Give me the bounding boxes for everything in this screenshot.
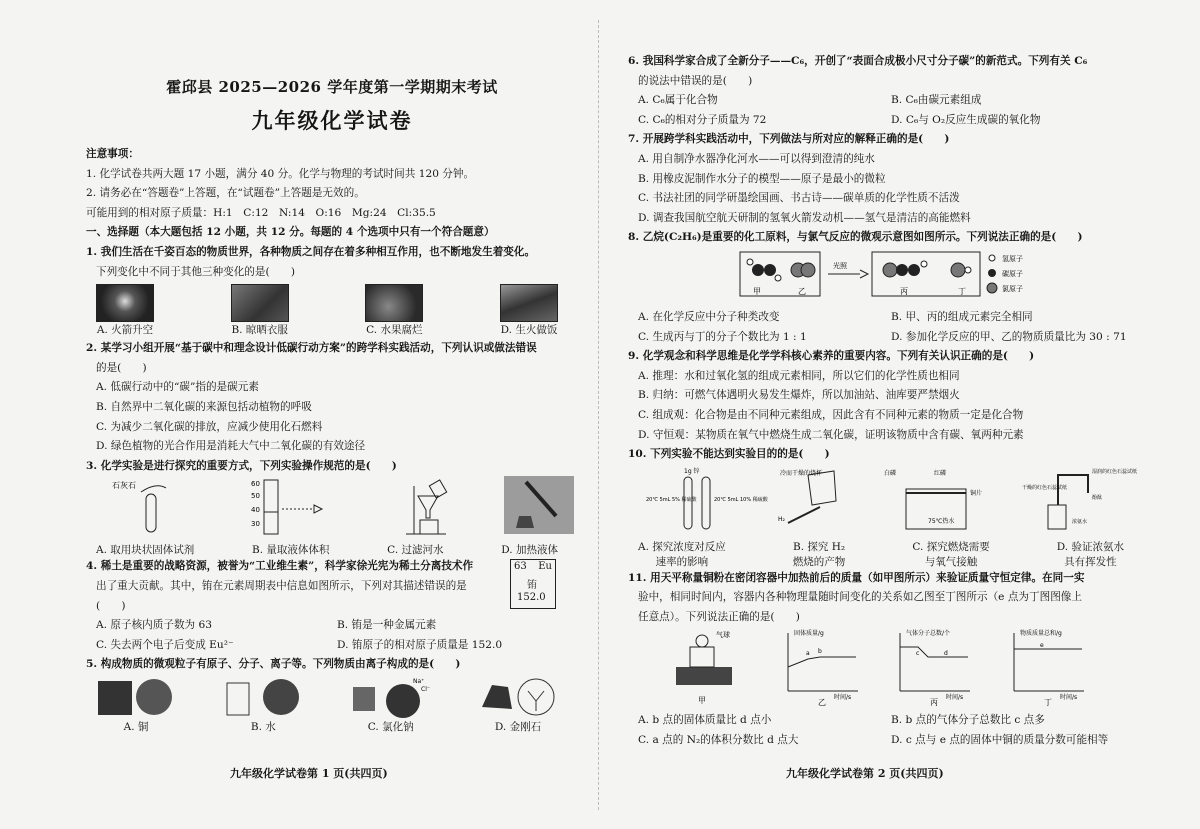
question-3 (86, 457, 578, 558)
q8-option-d[interactable]: D. 参加化学反应的甲、乙的物质质量比为 30 : 71 (891, 330, 1127, 343)
q10-option-c[interactable]: C. 探究燃烧需要 与氧气接触 (912, 540, 990, 568)
q4-option-c[interactable]: C. 失去两个电子后变成 Eu²⁻ (96, 638, 234, 651)
water-figure (223, 677, 303, 719)
q3-option-b[interactable]: B. 量取液体体积 (252, 544, 330, 557)
q4-options-row-2 (86, 636, 578, 656)
svg-text:d: d (944, 650, 948, 658)
q11-option-c[interactable]: C. a 点的 N₂的体积分数比 d 点大 (638, 734, 799, 747)
q5-option-a[interactable]: A. 铜 (96, 677, 176, 734)
q1-option-a[interactable]: A. 火箭升空 (96, 284, 154, 337)
q11-options-row-2 (628, 731, 1144, 751)
svg-text:20℃ 5mL 5% 稀硫酸: 20℃ 5mL 5% 稀硫酸 (646, 496, 697, 503)
q3-options (96, 542, 558, 557)
q10-option-a[interactable]: A. 探究浓度对反应 速率的影响 (638, 540, 726, 568)
q11-stem-3: 任意点）。下列说法正确的是( ) (638, 610, 800, 623)
q5-option-d[interactable]: D. 金刚石 (478, 677, 558, 734)
svg-text:e: e (1040, 642, 1044, 650)
q3-option-c[interactable]: C. 过滤河水 (387, 544, 444, 557)
q1-option-b[interactable]: B. 晾晒衣服 (231, 284, 289, 337)
svg-text:光照: 光照 (833, 261, 847, 270)
q11-stem-2: 验中，相同时间内，容器内各种物理量随时间变化的关系如乙图至丁图所示（e 点为丁图图像上 (638, 591, 1082, 604)
q7-option-d[interactable]: D. 调查我国航空航天研制的氢氧火箭发动机——氢气是清洁的高能燃料 (638, 211, 971, 224)
svg-text:红磷: 红磷 (934, 469, 947, 477)
q2-option-d[interactable]: D. 绿色植物的光合作用是消耗大气中二氧化碳的有效途径 (96, 440, 366, 453)
svg-text:冷而干燥的烧杯: 冷而干燥的烧杯 (780, 469, 823, 477)
rotten-fruit-photo (365, 284, 423, 322)
page-1-footer: 九年级化学试卷第 1 页(共四页) (230, 767, 388, 780)
q10-stem: 10. 下列实验不能达到实验目的的是( ) (628, 448, 830, 461)
q2-option-a[interactable]: A. 低碳行动中的“碳”指的是碳元素 (96, 381, 259, 394)
question-1 (86, 243, 578, 337)
rocket-photo (96, 284, 154, 322)
q11-stem-1: 11. 用天平称量铜粉在密闭容器中加热前后的质量（如甲图所示）来验证质量守恒定律。在同一实 (628, 571, 1085, 584)
q4-stem-2: 出了重大贡献。其中，铕在元素周期表中信息如图所示，下列对其描述错误的是 (96, 579, 467, 592)
q6-option-a[interactable]: A. C₆属于化合物 (638, 94, 718, 107)
copper-figure (96, 677, 176, 719)
heating-liquid-figure (504, 476, 574, 534)
q10-options (638, 539, 1124, 569)
svg-text:丁: 丁 (1044, 698, 1052, 708)
svg-text:石灰石: 石灰石 (112, 481, 136, 491)
question-10 (628, 445, 1144, 569)
sodium-chloride-figure (351, 677, 431, 719)
q11-graphs (628, 627, 1148, 707)
q11-option-b[interactable]: B. b 点的气体分子总数比 c 点多 (891, 714, 1045, 727)
svg-text:时间/s: 时间/s (946, 694, 964, 702)
q8-options-row-2 (628, 328, 1144, 348)
svg-text:气体分子总数/个: 气体分子总数/个 (906, 630, 951, 638)
q4-stem-3: ( ) (96, 599, 126, 612)
q7-option-c[interactable]: C. 书法社团的同学研墨绘国画、书古诗——碳单质的化学性质不活泼 (638, 192, 960, 205)
notice-heading: 注意事项： (86, 148, 139, 160)
svg-text:甲: 甲 (753, 286, 761, 296)
hydrogen-combustion-experiment (778, 469, 836, 523)
q1-stem-1: 1. 我们生活在千姿百态的物质世界，各种物质之间存在着多种相互作用，也不断地发生着变化。 (86, 245, 536, 258)
svg-text:时间/s: 时间/s (1060, 694, 1078, 702)
svg-text:H₂: H₂ (778, 515, 785, 523)
notice-1: 1. 化学试卷共两大题 17 小题，满分 40 分。化学与物理的考试时间共 120 分钟。 (86, 167, 475, 180)
exam-title: 霍邱县 2025—2026 学年度第一学期期末考试 (166, 78, 498, 96)
q3-option-d[interactable]: D. 加热液体 (501, 544, 558, 557)
q8-option-b[interactable]: B. 甲、丙的组成元素完全相同 (891, 310, 1033, 323)
question-7 (628, 130, 1144, 228)
cooking-fire-photo (500, 284, 558, 322)
svg-text:氯原子: 氯原子 (1002, 284, 1023, 293)
q6-options-row-1 (628, 91, 1144, 111)
q10-experiment-figures (628, 465, 1148, 535)
q1-option-c[interactable]: C. 水果腐烂 (365, 284, 423, 337)
q6-option-d[interactable]: D. C₆与 O₂反应生成碳的氧化物 (891, 113, 1041, 126)
q5-images (96, 677, 558, 734)
svg-text:乙: 乙 (818, 698, 826, 708)
q8-stem: 8. 乙烷(C₂H₆)是重要的化工原料，与氯气反应的微观示意图如图所示。下列说法正确的是( ) (628, 231, 1083, 244)
diamond-figure (478, 677, 558, 719)
element-card-europium: 63 Eu 铕 152.0 (510, 559, 556, 609)
svg-text:酚酞: 酚酞 (1092, 494, 1103, 501)
q4-option-b[interactable]: B. 铕是一种金属元素 (337, 619, 437, 632)
paper-title: 九年级化学试卷 (251, 108, 413, 133)
q6-option-c[interactable]: C. C₆的相对分子质量为 72 (638, 113, 767, 126)
q5-option-c[interactable]: Na⁺ Cl⁻ C. 氯化钠 (351, 677, 431, 734)
svg-text:乙: 乙 (798, 286, 806, 296)
svg-text:c: c (916, 650, 920, 658)
q6-stem-1: 6. 我国科学家合成了全新分子——C₆，开创了“表面合成极小尺寸分子碳”的新范式。下列有关 C₆ (628, 55, 1088, 67)
ammonia-volatility-experiment (1022, 468, 1137, 529)
graph-gas-molecules (900, 629, 970, 707)
svg-text:40: 40 (251, 506, 260, 515)
q2-option-b[interactable]: B. 自然界中二氧化碳的来源包括动植物的呼吸 (96, 400, 312, 413)
q9-option-b[interactable]: B. 归纳：可燃气体遇明火易发生爆炸，所以加油站、油库要严禁烟火 (638, 389, 960, 402)
question-9 (628, 347, 1144, 445)
svg-text:氢原子: 氢原子 (1002, 254, 1023, 263)
q11-option-a[interactable]: A. b 点的固体质量比 d 点小 (638, 714, 772, 727)
question-4 (86, 557, 578, 655)
question-6 (628, 52, 1144, 130)
q2-option-c[interactable]: C. 为减少二氧化碳的排放，应减少使用化石燃料 (96, 420, 323, 433)
q7-option-a[interactable]: A. 用自制净水器净化河水——可以得到澄清的纯水 (638, 152, 875, 165)
q2-stem-2: 的是( ) (96, 361, 147, 374)
svg-text:Na⁺: Na⁺ (412, 677, 424, 685)
q4-options-row-1 (86, 616, 578, 636)
graduated-cylinder-figure (251, 480, 322, 534)
solid-reagent-figure (112, 480, 166, 532)
svg-text:a: a (806, 650, 810, 658)
q1-stem-2: 下列变化中不同于其他三种变化的是( ) (96, 265, 295, 278)
graph-solid-mass (788, 629, 858, 707)
svg-text:甲: 甲 (698, 696, 706, 706)
q10-option-b[interactable]: B. 探究 H₂ 燃烧的产物 (792, 540, 846, 568)
svg-text:50: 50 (251, 492, 260, 501)
q4-option-a[interactable]: A. 原子核内质子数为 63 (96, 619, 212, 632)
svg-text:白磷: 白磷 (884, 469, 897, 477)
notice-2: 2. 请务必在“答题卷”上答题，在“试题卷”上答题是无效的。 (86, 187, 365, 200)
q4-stem-1: 4. 稀土是重要的战略资源，被誉为“工业维生素”，科学家徐光宪为稀土分离技术作 (86, 560, 474, 573)
svg-text:b: b (818, 648, 822, 656)
q3-stem: 3. 化学实验是进行探究的重要方式，下列实验操作规范的是( ) (86, 459, 397, 472)
q5-stem: 5. 构成物质的微观粒子有原子、分子、离子等。下列物质由离子构成的是( ) (86, 658, 461, 671)
q8-option-a[interactable]: A. 在化学反应中分子种类改变 (638, 310, 780, 323)
svg-text:1g 锌: 1g 锌 (684, 467, 700, 475)
q2-stem-1: 2. 某学习小组开展“基于碳中和理念设计低碳行动方案”的跨学科实践活动，下列认识或做法错误 (86, 342, 537, 355)
page-2-footer: 九年级化学试卷第 2 页(共四页) (786, 767, 944, 780)
q1-option-d[interactable]: D. 生火做饭 (500, 284, 558, 337)
q8-option-c[interactable]: C. 生成丙与丁的分子个数比为 1 : 1 (638, 330, 807, 343)
svg-text:30: 30 (251, 520, 260, 529)
laundry-photo (231, 284, 289, 322)
q6-option-b[interactable]: B. C₆由碳元素组成 (891, 94, 982, 107)
svg-text:丁: 丁 (958, 286, 966, 296)
q1-images (96, 284, 558, 337)
svg-text:Cl⁻: Cl⁻ (420, 685, 430, 693)
q3-figures (86, 476, 576, 538)
q8-reaction-diagram (628, 248, 1148, 304)
svg-text:60: 60 (251, 480, 260, 489)
q6-options-row-2 (628, 111, 1144, 131)
q5-option-b[interactable]: B. 水 (223, 677, 303, 734)
question-11 (628, 569, 1144, 751)
q4-option-d[interactable]: D. 铕原子的相对原子质量是 152.0 (337, 638, 503, 651)
svg-text:碳原子: 碳原子 (1002, 269, 1023, 278)
combustion-conditions-experiment (884, 469, 982, 529)
question-2 (86, 339, 578, 457)
question-8 (628, 228, 1144, 347)
concentration-experiment (646, 467, 769, 529)
balance-figure (676, 630, 732, 705)
q9-option-c[interactable]: C. 组成观：化合物是由不同种元素组成，因此含有不同种元素的物质一定是化合物 (638, 408, 1024, 421)
q9-stem: 9. 化学观念和科学思维是化学学科核心素养的重要内容。下列有关认识正确的是( ) (628, 350, 1035, 363)
svg-text:75℃热水: 75℃热水 (928, 517, 955, 525)
q8-options-row-1 (628, 308, 1144, 328)
q9-option-a[interactable]: A. 推理：水和过氧化氢的组成元素相同，所以它们的化学性质也相同 (638, 369, 960, 382)
svg-text:丙: 丙 (900, 286, 908, 296)
question-5 (86, 655, 578, 734)
section-1-heading: 一、选择题（本大题包括 12 小题，共 12 分。每题的 4 个选项中只有一个符合题意） (86, 226, 495, 239)
svg-text:固体质量/g: 固体质量/g (794, 630, 824, 638)
svg-text:气球: 气球 (716, 631, 730, 640)
svg-text:20℃ 5mL 10% 稀硫酸: 20℃ 5mL 10% 稀硫酸 (714, 496, 768, 503)
q10-option-d[interactable]: D. 验证浓氨水 具有挥发性 (1056, 540, 1124, 568)
atomic-masses: 可能用到的相对原子质量：H:1 C:12 N:14 O:16 Mg:24 Cl:35.5 (86, 206, 436, 219)
q6-stem-2: 的说法中错误的是( ) (638, 74, 753, 87)
svg-text:物质质量总和/g: 物质质量总和/g (1020, 630, 1062, 638)
page-2 (600, 0, 1200, 829)
q11-options-row-1 (628, 711, 1144, 731)
q7-option-b[interactable]: B. 用橡皮泥制作水分子的模型——原子是最小的微粒 (638, 172, 886, 185)
q7-stem: 7. 开展跨学科实践活动中，下列做法与所对应的解释正确的是( ) (628, 133, 950, 146)
filtration-figure (406, 480, 447, 534)
graph-total-mass (1014, 629, 1084, 707)
svg-text:浓氨水: 浓氨水 (1072, 518, 1088, 525)
svg-text:时间/s: 时间/s (834, 694, 852, 702)
q9-option-d[interactable]: D. 守恒观：某物质在氧气中燃烧生成二氧化碳，证明该物质中含有碳、氧两种元素 (638, 428, 1024, 441)
svg-text:干燥的红色石蕊试纸: 干燥的红色石蕊试纸 (1022, 484, 1068, 491)
q11-option-d[interactable]: D. c 点与 e 点的固体中铜的质量分数可能相等 (891, 734, 1109, 747)
svg-text:湿润的红色石蕊试纸: 湿润的红色石蕊试纸 (1092, 468, 1138, 475)
svg-text:铜片: 铜片 (970, 489, 983, 497)
svg-text:丙: 丙 (930, 698, 938, 708)
q3-option-a[interactable]: A. 取用块状固体试剂 (96, 544, 195, 557)
